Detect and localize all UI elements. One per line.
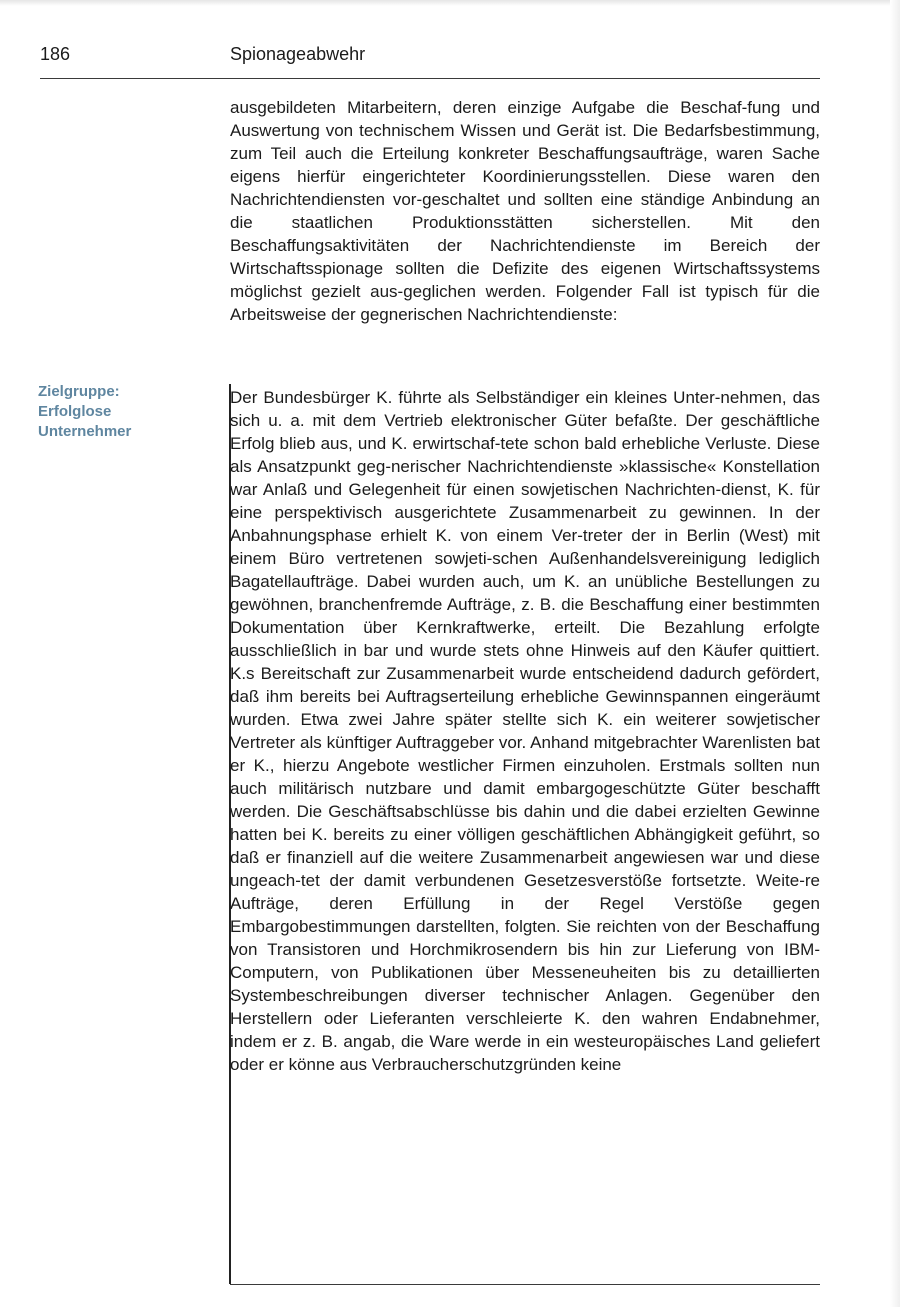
paragraph-text: ausgebildeten Mitarbeitern, deren einzige Aufgabe die Beschaf-fung und Auswertung von technischem Wissen und Gerät ist. Die Bedarfsbestimmung, zum Teil auch die Erteilung konkreter Beschaffungsaufträge, waren Sache eigens hierfür eingerichteter Koordinierungsstellen. Diese waren den Nachrichtendiensten vor-geschaltet und sollten eine ständige Anbindung an die staatlichen Produktionsstätten sicherstellen. Mit den Beschaffungsaktivitäten der Nachrichtendienste im Bereich der Wirtschaftsspionage sollten die Defizite des eigenen Wirtschaftssystems möglichst gezielt aus-geglichen werden. Folgender Fall ist typisch für die Arbeitsweise der gegnerischen Nachrichtendienste: xyxy=(230,98,820,324)
body-paragraph-2 xyxy=(230,386,820,1076)
margin-note-line-2: Erfolglose xyxy=(38,403,112,420)
scan-shadow-right xyxy=(890,0,900,1307)
scan-shadow-top xyxy=(0,0,900,6)
page-header xyxy=(40,44,820,76)
footer-rule xyxy=(230,1284,820,1285)
running-title: Spionageabwehr xyxy=(230,44,366,64)
margin-note xyxy=(38,382,208,442)
header-rule xyxy=(40,78,820,79)
body-paragraph-1 xyxy=(230,96,820,326)
margin-note-line-1: Zielgruppe: xyxy=(38,383,120,400)
margin-note-line-3: Unternehmer xyxy=(38,423,132,440)
page-number: 186 xyxy=(40,44,71,64)
paragraph-text: Der Bundesbürger K. führte als Selbständiger ein kleines Unter-nehmen, das sich u. a. mit dem Vertrieb elektronischer Güter befaßte. Der geschäftliche Erfolg blieb aus, und K. erwirtschaf-tete schon bald erhebliche Verluste. Diese als Ansatzpunkt geg-nerischer Nachrichtendienste »klassische« Konstellation war Anlaß und Gelegenheit für einen sowjetischen Nachrichten-dienst, K. für eine perspektivisch ausgerichtete Zusammenarbeit zu gewinnen. In der Anbahnungsphase erhielt K. von einem Ver-treter der in Berlin (West) mit einem Büro vertretenen sowjeti-schen Außenhandelsvereinigung lediglich Bagatellaufträge. Dabei wurden auch, um K. an unübliche Bestellungen zu gewöhnen, branchenfremde Aufträge, z. B. die Beschaffung einer bestimmten Dokumentation über Kernkraftwerke, erteilt. Die Bezahlung erfolgte ausschließlich in bar und wurde stets ohne Hinweis auf den Käufer quittiert. K.s Bereitschaft zur Zusammenarbeit wurde entscheidend dadurch gefördert, daß ihm bereits bei Auftragserteilung erhebliche Gewinnspannen eingeräumt wurden. Etwa zwei Jahre später stellte sich K. ein weiterer sowjetischer Vertreter als künftiger Auftraggeber vor. Anhand mitgebrachter Warenlisten bat er K., hierzu Angebote westlicher Firmen einzuholen. Erstmals sollten nun auch militärisch nutzbare und damit embargogeschützte Güter beschafft werden. Die Geschäftsabschlüsse bis dahin und die dabei erzielten Gewinne hatten bei K. bereits zu einer völligen geschäftlichen Abhängigkeit geführt, so daß er finanziell auf die weitere Zusammenarbeit angewiesen war und diese ungeach-tet der damit verbundenen Gesetzesverstöße fortsetzte. Weite-re Aufträge, deren Erfüllung in der Regel Verstöße gegen Embargobestimmungen darstellten, folgten. Sie reichten von der Beschaffung von Transistoren und Horchmikrosendern bis hin zur Lieferung von IBM-Computern, von Publikationen über Messeneuheiten bis zu detaillierten Systembeschreibungen diverser technischer Anlagen. Gegenüber den Herstellern oder Lieferanten verschleierte K. den wahren Endabnehmer, indem er z. B. angab, die Ware werde in ein westeuropäisches Land geliefert oder er könne aus Verbraucherschutzgründen keine xyxy=(230,388,820,1074)
